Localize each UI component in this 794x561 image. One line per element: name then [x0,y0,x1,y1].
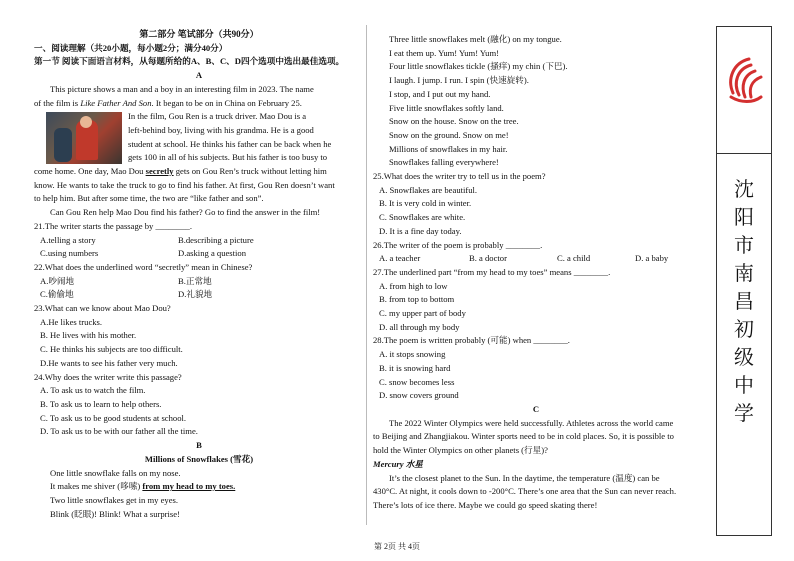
school-name [717,175,771,427]
passage-a-line: left-behind boy, living with his grandma. He is a good [128,124,314,135]
q25-option-c: C. Snowflakes are white. [379,212,466,223]
passage-a-line: gets 100 in all of his subjects. But his father is too busy to [128,152,328,163]
question-27-stem: 27.The underlined part “from my head to my toes” means ________. [373,266,611,277]
q21-option-a: A.telling a story [40,234,96,245]
school-name-char: 阳 [734,205,754,229]
passage-a-wrap [34,110,364,165]
school-name-char: 中 [734,373,754,397]
poem-line: Blink (眨眼)! Blink! What a surprise! [50,508,180,519]
q27-option-a: A. from high to low [379,280,448,291]
q21-option-d: D.asking a question [178,248,247,259]
passage-a-line: In the film, Gou Ren is a truck driver. Mao Dou is a [128,111,307,122]
q22-option-c: C.偷偷地 [40,289,74,300]
q28-option-a: A. it stops snowing [379,349,446,360]
q27-option-c: C. my upper part of body [379,308,466,319]
q21-row [34,234,364,248]
planet-heading: Mercury 水星 [373,458,423,469]
left-column [34,28,364,521]
poem-line: Snowflakes falling everywhere! [389,157,499,168]
passage-c-line: 430°C. At night, it cools down to -200°C. There’s one area that the Sun can never reach. [373,486,677,497]
q26-option-c: C. a child [557,253,591,264]
passage-c-line: The 2022 Winter Olympics were held successfully. Athletes across the world came [389,417,674,428]
q26-option-a: A. a teacher [379,253,421,264]
passage-a-line: come home. One day, Mao Dou secretly gets on Gou Ren’s truck without letting him [34,166,327,177]
film-photo [46,112,122,164]
poem-title: Millions of Snowflakes (雪花) [144,453,254,464]
q26-option-d: D. a baby [635,253,669,264]
subsection-heading: 第一节 阅读下面语言材料，从每题所给的A、B、C、D四个选项中选出最佳选项。 [34,56,345,67]
school-name-char: 市 [734,233,754,257]
question-25-stem: 25.What does the writer try to tell us in the poem? [373,171,546,182]
q24-option-c: C. To ask us to be good students at school. [40,412,187,423]
passage-b-letter: B [196,440,202,451]
passage-c-letter: C [532,403,540,414]
q22-option-b: B.正常地 [178,275,212,286]
q23-option-a: A.He likes trucks. [40,316,103,327]
film-title: Like Father And Son [80,97,152,108]
q22-option-d: D.礼貌地 [178,289,213,300]
poem-line: Snow on the ground. Snow on me! [389,129,509,140]
underlined-word: secretly [145,166,174,177]
q26-option-b: B. a doctor [469,253,507,264]
q23-option-c: C. He thinks his subjects are too difficult. [40,344,183,355]
q22-row [34,288,364,302]
school-name-char: 南 [734,261,754,285]
q27-option-d: D. all through my body [379,321,460,332]
school-name-char: 昌 [734,289,754,313]
q21-row [34,247,364,261]
question-24-stem: 24.Why does the writer write this passage? [34,371,182,382]
page-footer: 第 2页 共 4页 [374,542,420,551]
poem-line: Millions of snowflakes in my hair. [389,143,508,154]
q25-option-d: D. It is a fine day today. [379,225,462,236]
school-logo [725,53,765,105]
q22-row [34,275,364,289]
q24-option-d: D. To ask us to be with our father all the time. [40,426,198,437]
school-name-char: 学 [734,401,754,425]
q21-option-b: B.describing a picture [178,234,254,245]
question-28-stem: 28.The poem is written probably (可能) when ________. [373,335,570,346]
poem-line: Snow on the house. Snow on the tree. [389,116,519,127]
passage-a-line: to help him. But after some time, the two are “like father and son”. [34,193,264,204]
q28-option-d: D. snow covers ground [379,390,459,401]
poem-line: Five little snowflakes softly land. [389,102,504,113]
poem-continued [373,33,699,170]
poem-line: Two little snowflakes get in my eyes. [50,494,179,505]
q25-option-a: A. Snowflakes are beautiful. [379,184,478,195]
question-26-stem: 26.The writer of the poem is probably ________. [373,239,543,250]
passage-c-line: It’s the closest planet to the Sun. In the daytime, the temperature (温度) can be [389,472,660,483]
school-sidebar [716,26,772,536]
q28-option-c: C. snow becomes less [379,376,455,387]
q24-option-b: B. To ask us to learn to help others. [40,398,162,409]
passage-c-line: There’s lots of ice there. Maybe we could go speed skating there! [373,499,598,510]
poem-line: I stop, and I put out my hand. [389,88,491,99]
poem-line: I laugh. I jump. I run. I spin (快速旋转). [389,75,529,86]
passage-c-line: hold the Winter Olympics on other planets (行星)? [373,445,548,456]
question-23-stem: 23.What can we know about Mao Dou? [34,303,171,314]
passage-a-line: This picture shows a man and a boy in an interesting film in 2023. The name [50,83,314,94]
q27-option-b: B. from top to bottom [379,294,455,305]
q23-option-d: D.He wants to see his father very much. [40,357,178,368]
poem-line: Four little snowflakes tickle (搔痒) my chin (下巴). [389,61,568,72]
question-22-stem: 22.What does the underlined word “secretly” mean in Chinese? [34,261,253,272]
school-name-char: 级 [734,345,754,369]
passage-a-line: of the film is Like Father And Son. It began to be on in China on February 25. [34,97,302,108]
school-name-char: 初 [734,317,754,341]
poem-line: I eat them up. Yum! Yum! Yum! [389,47,500,58]
passage-a-letter: A [195,70,203,81]
passage-a-line: student at school. He thinks his father can be back when he [128,138,332,149]
q22-option-a: A.吵闹地 [40,275,75,286]
passage-a-line: know. He wants to take the truck to go to find his father. At first, Gou Ren doesn’t want [34,179,335,190]
q23-option-b: B. He lives with his mother. [40,330,137,341]
right-column [373,33,699,513]
poem-line: It makes me shiver (哆嗦) from my head to my toes. [50,481,236,492]
passage-c-line: to Beijing and Zhangjiakou. Winter sports need to be in cold places. So, it is possible to [373,431,674,442]
part-title: 第二部分 笔试部分（共90分） [139,29,259,39]
q24-option-a: A. To ask us to watch the film. [40,385,146,396]
passage-a-line: Can Gou Ren help Mao Dou find his father? Go to find the answer in the film! [50,207,321,218]
question-21-stem: 21.The writer starts the passage by ________. [34,220,192,231]
underlined-phrase: from my head to my toes. [142,481,236,492]
q26-row [373,252,699,266]
poem-line: One little snowflake falls on my nose. [50,467,181,478]
q28-option-b: B. it is snowing hard [379,362,451,373]
sidebar-rule [717,153,771,154]
q25-option-b: B. It is very cold in winter. [379,198,472,209]
school-name-char: 沈 [734,177,754,201]
q21-option-c: C.using numbers [40,248,99,259]
section-heading: 一、阅读理解（共20小题，每小题2分；满分40分） [34,42,228,53]
column-divider [366,25,367,525]
poem-line: Three little snowflakes melt (融化) on my tongue. [389,34,562,44]
